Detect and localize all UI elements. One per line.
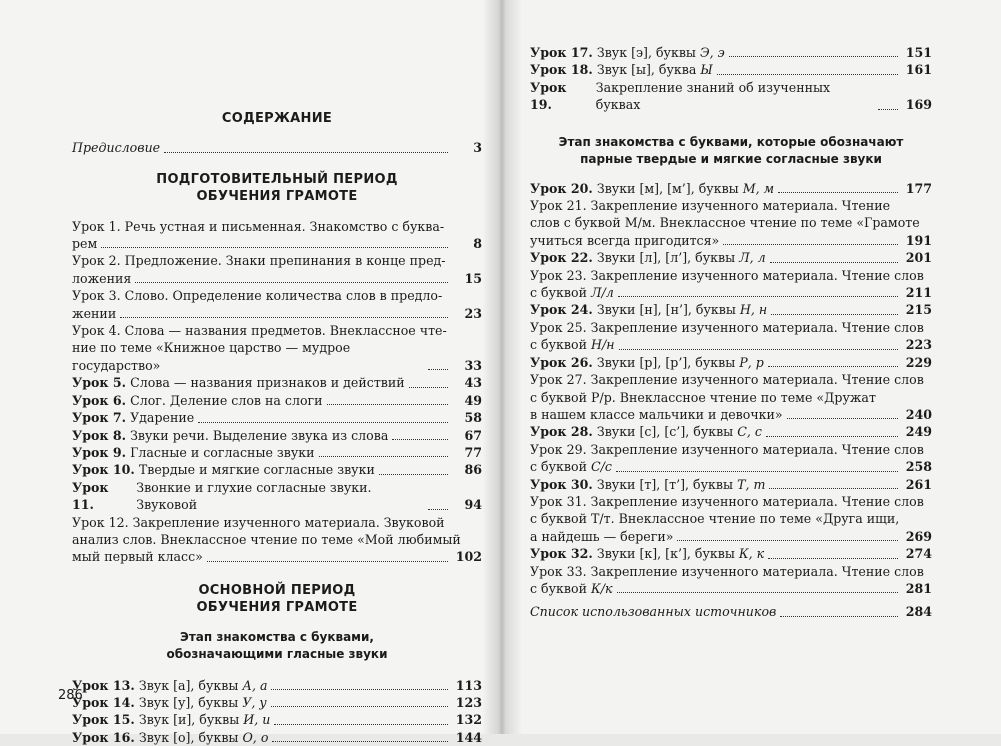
- lesson-label: Урок 9.: [72, 444, 127, 460]
- lesson-label: Урок 8.: [72, 427, 127, 443]
- leader-dots: [787, 418, 898, 419]
- leader-dots: [768, 366, 898, 367]
- lesson-title-end: ние по теме «Книжное царство — мудрое государство»: [72, 340, 351, 373]
- lesson-title-line: Речь устная и письменная. Знакомство с буква-: [124, 218, 445, 234]
- lesson-title: Звук [у], буквы: [138, 694, 239, 710]
- lesson-letters: И, и: [243, 712, 271, 728]
- section-heading-preparatory: [72, 171, 482, 206]
- page-ref: 3: [473, 140, 482, 156]
- preface-label: Предисловие: [72, 140, 161, 156]
- page-ref: 123: [455, 694, 482, 710]
- page-ref: 169: [905, 97, 932, 113]
- lesson-title-end: в нашем классе мальчики и девочки»: [530, 406, 783, 422]
- lesson-label: Урок 28.: [530, 424, 593, 440]
- toc-entry-lesson-25[interactable]: [530, 319, 932, 354]
- toc-entry-lesson-16[interactable]: [72, 729, 482, 746]
- leader-dots: [207, 561, 448, 562]
- section-heading-line: ОСНОВНОЙ ПЕРИОД: [198, 582, 356, 598]
- page-ref: 211: [905, 285, 932, 301]
- lesson-letters: Л/л: [591, 285, 614, 301]
- lesson-label: Урок 13.: [72, 677, 135, 693]
- page-ref: 67: [464, 427, 482, 443]
- toc-entry-lesson-1[interactable]: [72, 218, 482, 253]
- leader-dots: [618, 296, 898, 297]
- page-ref: 191: [905, 232, 932, 248]
- lesson-title-end: с буквой: [530, 285, 587, 301]
- page-ref: 161: [905, 62, 932, 78]
- page-ref: 215: [905, 302, 932, 318]
- lesson-title: Звуки [с], [с’], буквы: [596, 424, 734, 440]
- leader-dots: [135, 282, 448, 283]
- leader-dots: [780, 616, 898, 617]
- toc-entry-lesson-32[interactable]: [530, 545, 932, 562]
- toc-entry-lesson-3[interactable]: [72, 287, 482, 322]
- toc-entry-lesson-15[interactable]: [72, 711, 482, 728]
- page-ref: 240: [905, 406, 932, 422]
- leader-dots: [101, 247, 448, 248]
- lesson-title-end: ложения: [72, 270, 132, 286]
- lesson-title-end: рем: [72, 236, 98, 252]
- toc-entry-lesson-33[interactable]: [530, 563, 932, 598]
- lesson-title-line: Закрепление изученного материала. Чтение слов: [590, 493, 924, 509]
- stage-heading-consonants: [530, 134, 932, 168]
- toc-entry-lesson-13[interactable]: [72, 677, 482, 694]
- stage-heading-line: Этап знакомства с буквами,: [180, 629, 374, 644]
- toc-entry-lesson-23[interactable]: [530, 267, 932, 302]
- lesson-title: Звуки [л], [л’], буквы: [596, 250, 736, 266]
- lesson-title: Звуки [к], [к’], буквы: [596, 546, 735, 562]
- leader-dots: [770, 262, 898, 263]
- lesson-letters: С/с: [591, 459, 612, 475]
- leader-dots: [769, 488, 898, 489]
- page-ref: 201: [905, 250, 932, 266]
- page-ref: 151: [905, 45, 932, 60]
- lesson-label: Урок 20.: [530, 180, 593, 196]
- toc-entry-lesson-19[interactable]: [530, 79, 932, 114]
- lesson-letters: Р, р: [739, 354, 764, 370]
- lesson-title: Звуки речи. Выделение звука из слова: [130, 427, 389, 443]
- lesson-label: Урок 18.: [530, 62, 593, 78]
- toc-entry-lesson-31[interactable]: [530, 493, 932, 545]
- lesson-title-line: с буквой Т/т. Внеклассное чтение по теме «Друга ищи,: [530, 511, 900, 527]
- lesson-title-line: Предложение. Знаки препинания в конце пред-: [124, 253, 446, 269]
- page-ref: 43: [464, 375, 482, 391]
- lesson-letters: У, у: [242, 694, 267, 710]
- stage-heading-line: обозначающими гласные звуки: [166, 646, 388, 661]
- lesson-label: Урок 6.: [72, 392, 127, 408]
- leader-dots: [729, 56, 898, 57]
- page-ref: 86: [464, 462, 482, 478]
- leader-dots: [717, 74, 898, 75]
- toc-entry-lesson-17[interactable]: [530, 44, 932, 61]
- lesson-title-line: Слово. Определение количества слов в предло-: [124, 288, 443, 304]
- toc-entry-lesson-22[interactable]: [530, 249, 932, 266]
- lesson-title-line: с буквой Р/р. Внеклассное чтение по теме «Дружат: [530, 389, 876, 405]
- lesson-title: Звуки [м], [м’], буквы: [596, 180, 739, 196]
- lesson-title-line: Закрепление изученного материала. Чтение слов: [590, 563, 924, 579]
- toc-entry-lesson-29[interactable]: [530, 441, 932, 476]
- section-heading-main: [72, 582, 482, 617]
- page-ref: 15: [464, 270, 482, 286]
- leader-dots: [120, 317, 448, 318]
- lesson-title-line: Закрепление изученного материала. Чтение слов: [590, 441, 924, 457]
- leader-dots: [723, 244, 898, 245]
- leader-dots: [766, 436, 898, 437]
- lesson-label: Урок 32.: [530, 546, 593, 562]
- toc-entry-lesson-7[interactable]: [72, 409, 482, 426]
- lesson-title: Звук [о], буквы: [138, 729, 239, 745]
- lesson-title-line: Закрепление изученного материала. Чтение: [590, 198, 891, 214]
- lesson-label: Урок 7.: [72, 410, 127, 426]
- page-ref: 223: [905, 337, 932, 353]
- toc-entry-lesson-14[interactable]: [72, 694, 482, 711]
- lesson-title-end: с буквой: [530, 459, 587, 475]
- lesson-label: Урок 12.: [72, 514, 129, 530]
- page-ref: 77: [464, 444, 482, 460]
- page-number: 286: [58, 688, 83, 703]
- lesson-title-line: Закрепление изученного материала. Чтение слов: [590, 319, 924, 335]
- lesson-letters: К/к: [591, 580, 613, 596]
- page-ref: 261: [905, 476, 932, 492]
- lesson-title-line: слов с буквой М/м. Внеклассное чтение по теме «Грамоте: [530, 215, 920, 231]
- right-column: [530, 44, 932, 621]
- left-page: [0, 0, 500, 745]
- lesson-label: Урок 3.: [72, 288, 121, 304]
- lesson-title: Звуки [т], [т’], буквы: [596, 476, 734, 492]
- leader-dots: [617, 592, 898, 593]
- lesson-label: Урок 26.: [530, 354, 593, 370]
- lesson-letters: Ы: [700, 62, 713, 78]
- lesson-title: Закрепление знаний об изученных буквах: [595, 79, 831, 113]
- toc-entry-lesson-18[interactable]: [530, 61, 932, 78]
- toc-entry-lesson-26[interactable]: [530, 354, 932, 371]
- lesson-label: Урок 29.: [530, 441, 587, 457]
- lesson-letters: О, о: [242, 729, 269, 745]
- section-heading-line: ОБУЧЕНИЯ ГРАМОТЕ: [196, 600, 358, 616]
- lesson-label: Урок 30.: [530, 476, 593, 492]
- lesson-letters: Т, т: [737, 476, 766, 492]
- toc-entry-lesson-30[interactable]: [530, 476, 932, 493]
- toc-entry-lesson-6[interactable]: [72, 392, 482, 409]
- page-ref: 249: [905, 424, 932, 440]
- page-ref: 274: [905, 546, 932, 562]
- lesson-title: Слог. Деление слов на слоги: [130, 392, 323, 408]
- leader-dots: [327, 404, 448, 405]
- leader-dots: [319, 456, 448, 457]
- leader-dots: [778, 192, 898, 193]
- lesson-label: Урок 33.: [530, 563, 587, 579]
- lesson-letters: А, а: [242, 677, 268, 693]
- lesson-title: Звонкие и глухие согласные звуки. Звуковой: [136, 479, 372, 513]
- lesson-title: Гласные и согласные звуки: [130, 444, 315, 460]
- page-ref: 8: [473, 236, 482, 252]
- lesson-title: Звуки [р], [р’], буквы: [596, 354, 736, 370]
- lesson-title-end: жении: [72, 305, 117, 321]
- lesson-title-end: мый первый класс»: [72, 549, 203, 565]
- leader-dots: [428, 369, 448, 370]
- lesson-label: Урок 2.: [72, 253, 121, 269]
- lesson-letters: Н/н: [591, 337, 615, 353]
- toc-entry-lesson-2[interactable]: [72, 252, 482, 287]
- leader-dots: [274, 724, 448, 725]
- section-heading-line: ОБУЧЕНИЯ ГРАМОТЕ: [196, 189, 358, 205]
- lesson-label: Урок 15.: [72, 712, 135, 728]
- lesson-letters: Л, л: [739, 250, 766, 266]
- leader-dots: [272, 741, 448, 742]
- page-ref: 132: [455, 712, 482, 728]
- page-ref: 49: [464, 392, 482, 408]
- leader-dots: [392, 439, 448, 440]
- toc-entry-lesson-27[interactable]: [530, 371, 932, 423]
- lesson-letters: Э, э: [699, 45, 725, 60]
- lesson-label: Урок 25.: [530, 319, 587, 335]
- toc-entry-lesson-24[interactable]: [530, 301, 932, 318]
- toc-entry-lesson-8[interactable]: [72, 427, 482, 444]
- leader-dots: [878, 109, 898, 110]
- lesson-title-line: анализ слов. Внеклассное чтение по теме «Мой любимый: [72, 531, 461, 547]
- toc-entry-lesson-12[interactable]: [72, 514, 482, 566]
- lesson-label: Урок 19.: [530, 79, 567, 113]
- lesson-label: Урок 14.: [72, 694, 135, 710]
- page-ref: 281: [905, 580, 932, 596]
- lesson-label: Урок 31.: [530, 493, 587, 509]
- lesson-title: Звук [и], буквы: [138, 712, 240, 728]
- toc-entry-lesson-9[interactable]: [72, 444, 482, 461]
- leader-dots: [164, 152, 448, 153]
- sources-label: Список использованных источников: [530, 604, 777, 620]
- lesson-title-end: с буквой: [530, 337, 587, 353]
- page-ref: 144: [455, 729, 482, 745]
- lesson-label: Урок 16.: [72, 729, 135, 745]
- leader-dots: [771, 314, 898, 315]
- page-ref: 113: [455, 677, 482, 693]
- lesson-title-line: Закрепление изученного материала. Чтение слов: [590, 267, 924, 283]
- lesson-title: Звук [а], буквы: [138, 677, 239, 693]
- toc-entry-lesson-4[interactable]: [72, 322, 482, 374]
- lesson-title-line: Закрепление изученного материала. Звуковой: [132, 514, 445, 530]
- lesson-label: Урок 21.: [530, 198, 587, 214]
- page-ref: 94: [464, 497, 482, 513]
- stage-heading-line: Этап знакомства с буквами, которые обозначают: [558, 134, 904, 149]
- toc-entry-lesson-10[interactable]: [72, 461, 482, 478]
- leader-dots: [619, 349, 898, 350]
- stage-heading-vowels: [72, 629, 482, 663]
- lesson-letters: М, м: [742, 180, 775, 196]
- lesson-title: Звук [ы], буква: [596, 62, 697, 78]
- toc-entry-lesson-20[interactable]: [530, 180, 932, 197]
- leader-dots: [271, 689, 448, 690]
- page-ref: 229: [905, 354, 932, 370]
- toc-entry-lesson-11[interactable]: [72, 479, 482, 514]
- page-ref: 33: [464, 357, 482, 373]
- lesson-title: Слова — названия признаков и действий: [130, 375, 405, 391]
- leader-dots: [198, 422, 448, 423]
- page-ref: 258: [905, 459, 932, 475]
- toc-entry-sources[interactable]: [530, 603, 932, 620]
- toc-entry-lesson-21[interactable]: [530, 197, 932, 249]
- lesson-title-line: Закрепление изученного материала. Чтение слов: [590, 372, 924, 388]
- page-ref: 269: [905, 528, 932, 544]
- leader-dots: [428, 509, 448, 510]
- leader-dots: [616, 471, 898, 472]
- left-column: [72, 110, 482, 746]
- lesson-title: Звук [э], буквы: [596, 45, 696, 60]
- lesson-label: Урок 5.: [72, 375, 127, 391]
- lesson-label: Урок 4.: [72, 323, 121, 339]
- lesson-letters: С, с: [737, 424, 762, 440]
- lesson-label: Урок 24.: [530, 302, 593, 318]
- toc-entry-lesson-5[interactable]: [72, 374, 482, 391]
- lesson-title: Ударение: [130, 410, 195, 426]
- right-page: [500, 0, 1001, 734]
- page-ref: 58: [464, 410, 482, 426]
- lesson-label: Урок 27.: [530, 372, 587, 388]
- lesson-label: Урок 17.: [530, 45, 593, 60]
- leader-dots: [379, 474, 448, 475]
- lesson-letters: К, к: [738, 546, 765, 562]
- page-ref: 23: [464, 305, 482, 321]
- lesson-title-end: с буквой: [530, 580, 587, 596]
- leader-dots: [271, 706, 448, 707]
- leader-dots: [409, 387, 448, 388]
- lesson-title-line: Слова — названия предметов. Внеклассное чте-: [124, 323, 447, 339]
- toc-entry-preface[interactable]: [72, 139, 482, 156]
- leader-dots: [677, 540, 898, 541]
- leader-dots: [768, 558, 898, 559]
- page-ref: 177: [905, 180, 932, 196]
- lesson-title-end: а найдешь — береги»: [530, 528, 674, 544]
- page-ref: 102: [455, 549, 482, 565]
- lesson-title: Звуки [н], [н’], буквы: [596, 302, 736, 318]
- lesson-label: Урок 11.: [72, 479, 109, 513]
- lesson-title: Твердые и мягкие согласные звуки: [138, 462, 375, 478]
- lesson-letters: Н, н: [739, 302, 768, 318]
- page-ref: 284: [905, 604, 932, 620]
- lesson-label: Урок 10.: [72, 462, 135, 478]
- lesson-label: Урок 22.: [530, 250, 593, 266]
- section-heading-line: ПОДГОТОВИТЕЛЬНЫЙ ПЕРИОД: [156, 171, 398, 187]
- contents-heading: СОДЕРЖАНИЕ: [221, 111, 333, 126]
- lesson-label: Урок 23.: [530, 267, 587, 283]
- toc-entry-lesson-28[interactable]: [530, 423, 932, 440]
- lesson-label: Урок 1.: [72, 218, 121, 234]
- lesson-title-end: учиться всегда пригодится»: [530, 232, 720, 248]
- stage-heading-line: парные твердые и мягкие согласные звуки: [580, 151, 882, 166]
